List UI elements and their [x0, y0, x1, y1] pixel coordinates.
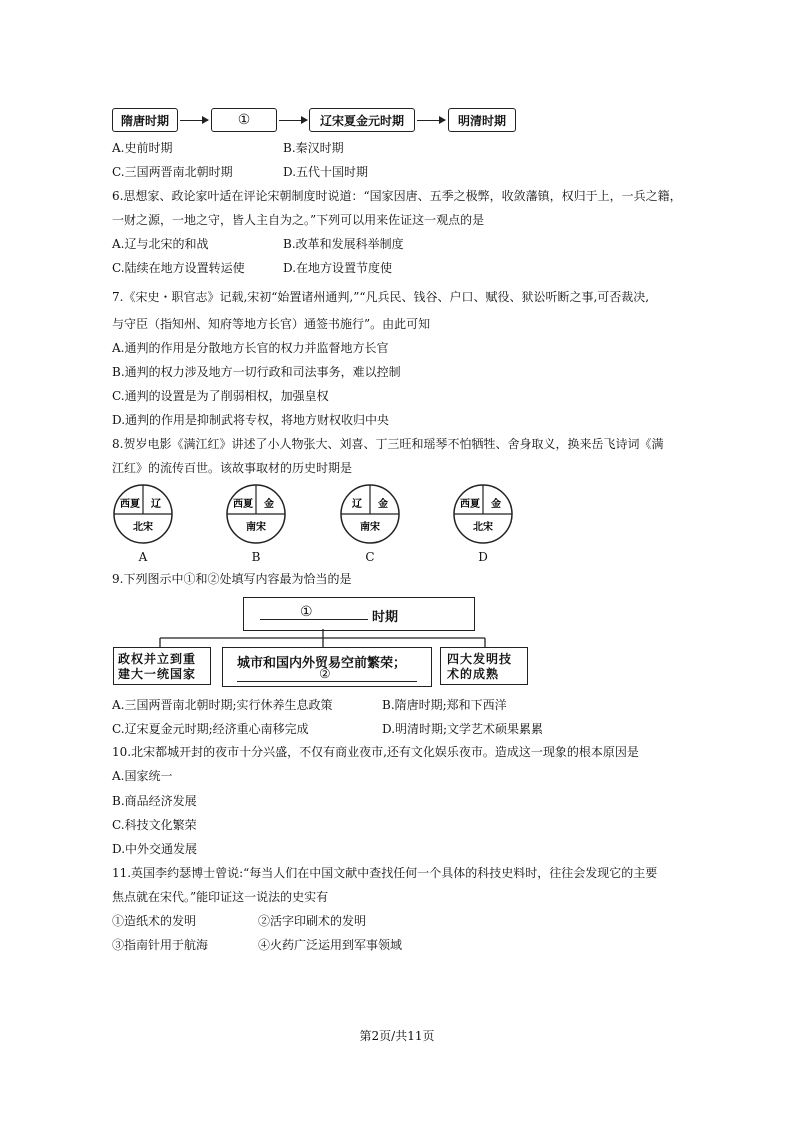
- q9-option-c: C.辽宋夏金元时期;经济重心南移完成: [112, 722, 309, 736]
- q6-option-a: A.辽与北宋的和战: [112, 237, 209, 251]
- circle-a-bottom: 北宋: [133, 522, 153, 533]
- q9-stem: 9.下列图示中①和②处填写内容最为恰当的是: [112, 572, 352, 586]
- page-number-footer: 第2页/共11页: [359, 1029, 435, 1043]
- q7-option-b: B.通判的权力涉及地方一切行政和司法事务，难以控制: [112, 365, 401, 379]
- flow-arrow-1: [180, 120, 208, 121]
- circle-a-top-right: 辽: [151, 499, 161, 510]
- flow-box-liao-song: 辽宋夏金元时期: [309, 108, 415, 132]
- circle-diagram-b: [225, 483, 287, 545]
- circle-diagram-a: [112, 483, 174, 545]
- flow-box-sui-tang: 隋唐时期: [112, 108, 178, 132]
- q10-option-d: D.中外交通发展: [112, 842, 198, 856]
- flow-arrow-2: [279, 120, 307, 121]
- circle-d-top-right: 金: [491, 499, 501, 510]
- q5-option-c: C.三国两晋南北朝时期: [112, 165, 233, 179]
- q11-item-4: ④火药广泛运用到军事领域: [258, 938, 403, 952]
- q8-stem-line2: 江红》的流传百世。该故事取材的历史时期是: [112, 461, 353, 475]
- circle-b-top-right: 金: [264, 499, 274, 510]
- q9-top-mark: ①: [300, 604, 313, 620]
- circle-c-top-left: 辽: [352, 499, 362, 510]
- circle-b-top-left: 西夏: [233, 499, 253, 510]
- q8-letter-b: B: [251, 550, 261, 564]
- q7-option-d: D.通判的作用是抑制武将专权，将地方财权收归中央: [112, 413, 390, 427]
- circle-a-top-left: 西夏: [120, 499, 140, 510]
- q8-stem-line1: 8.贺岁电影《满江红》讲述了小人物张大、刘喜、丁三旺和瑶琴不怕牺牲、舍身取义，换来岳飞诗词《满: [112, 437, 664, 451]
- q9-option-d: D.明清时期;文学艺术硕果累累: [382, 722, 544, 736]
- q8-option-a-circle: [112, 483, 174, 564]
- q9-option-a: A.三国两晋南北朝时期;实行休养生息政策: [112, 698, 333, 712]
- q5-option-b: B.秦汉时期: [283, 141, 344, 155]
- q9-left-box: 政权并立到重建大一统国家: [113, 647, 211, 685]
- q9-top-box: [243, 597, 475, 631]
- q9-middle-box: [222, 647, 432, 687]
- circle-d-top-left: 西夏: [460, 499, 480, 510]
- q9-top-suffix: 时期: [372, 610, 399, 625]
- q11-item-1: ①造纸术的发明: [112, 914, 197, 928]
- q11-item-2: ②活字印刷术的发明: [258, 914, 367, 928]
- q7-option-a: A.通判的作用是分散地方长官的权力并监督地方长官: [112, 341, 389, 355]
- q9-top-blank-line: [260, 619, 368, 620]
- q5-option-d: D.五代十国时期: [283, 165, 369, 179]
- q6-option-c: C.陆续在地方设置转运使: [112, 261, 245, 275]
- circle-b-bottom: 南宋: [246, 522, 266, 533]
- q8-letter-c: C: [365, 550, 375, 564]
- q11-stem-line2: 焦点就在宋代。”能印证这一说法的史实有: [112, 890, 329, 904]
- q9-option-b: B.隋唐时期;郑和下西洋: [382, 698, 507, 712]
- q6-option-d: D.在地方设置节度使: [283, 261, 393, 275]
- flow-box-ming-qing: 明清时期: [448, 108, 516, 132]
- q5-option-a: A.史前时期: [112, 141, 173, 155]
- flow-arrow-3: [417, 120, 445, 121]
- q8-option-c-circle: [339, 483, 401, 564]
- circle-c-top-right: 金: [378, 499, 388, 510]
- q9-middle-line1: 城市和国内外贸易空前繁荣；: [237, 656, 407, 671]
- circle-c-bottom: 南宋: [360, 522, 380, 533]
- q9-connector-lines: [110, 629, 530, 649]
- q11-stem-line1: 11.英国李约瑟博士曾说:“每当人们在中国文献中查找任何一个具体的科技史料时，往往会发现它的主要: [112, 866, 658, 880]
- q10-stem: 10.北宋都城开封的夜市十分兴盛，不仅有商业夜市,还有文化娱乐夜市。造成这一现象的根本原因是: [112, 745, 639, 759]
- q8-letter-d: D: [478, 550, 488, 564]
- q7-option-c: C.通判的设置是为了削弱相权，加强皇权: [112, 389, 329, 403]
- q9-right-box: 四大发明技术的成熟: [440, 647, 528, 685]
- circle-diagram-d: [452, 483, 514, 545]
- q9-middle-mark: ②: [319, 667, 331, 682]
- q10-option-b: B.商品经济发展: [112, 794, 197, 808]
- q8-option-d-circle: [452, 483, 514, 564]
- q8-letter-a: A: [138, 550, 148, 564]
- q10-option-a: A.国家统一: [112, 769, 173, 783]
- circle-diagram-c: [339, 483, 401, 545]
- q6-stem-line2: 一财之源，一地之守，皆人主自为之。”下列可以用来佐证这一观点的是: [112, 213, 485, 227]
- q7-stem-line1: 7.《宋史・职官志》记载,宋初“始置诸州通判,”“凡兵民、钱谷、户口、赋役、狱讼听断之事,可否裁决,: [112, 290, 650, 304]
- q7-stem-line2: 与守臣（指知州、知府等地方长官）通签书施行”。由此可知: [112, 317, 431, 331]
- q11-item-3: ③指南针用于航海: [112, 938, 209, 952]
- q6-stem-line1: 6.思想家、政论家叶适在评论宋朝制度时说道：“国家因唐、五季之极弊，收敛藩镇，权归于上，一兵之籍，: [112, 189, 682, 203]
- circle-d-bottom: 北宋: [473, 522, 493, 533]
- q6-option-b: B.改革和发展科举制度: [283, 237, 404, 251]
- q8-option-b-circle: [225, 483, 287, 564]
- flow-box-blank: ①: [211, 108, 277, 132]
- q10-option-c: C.科技文化繁荣: [112, 818, 197, 832]
